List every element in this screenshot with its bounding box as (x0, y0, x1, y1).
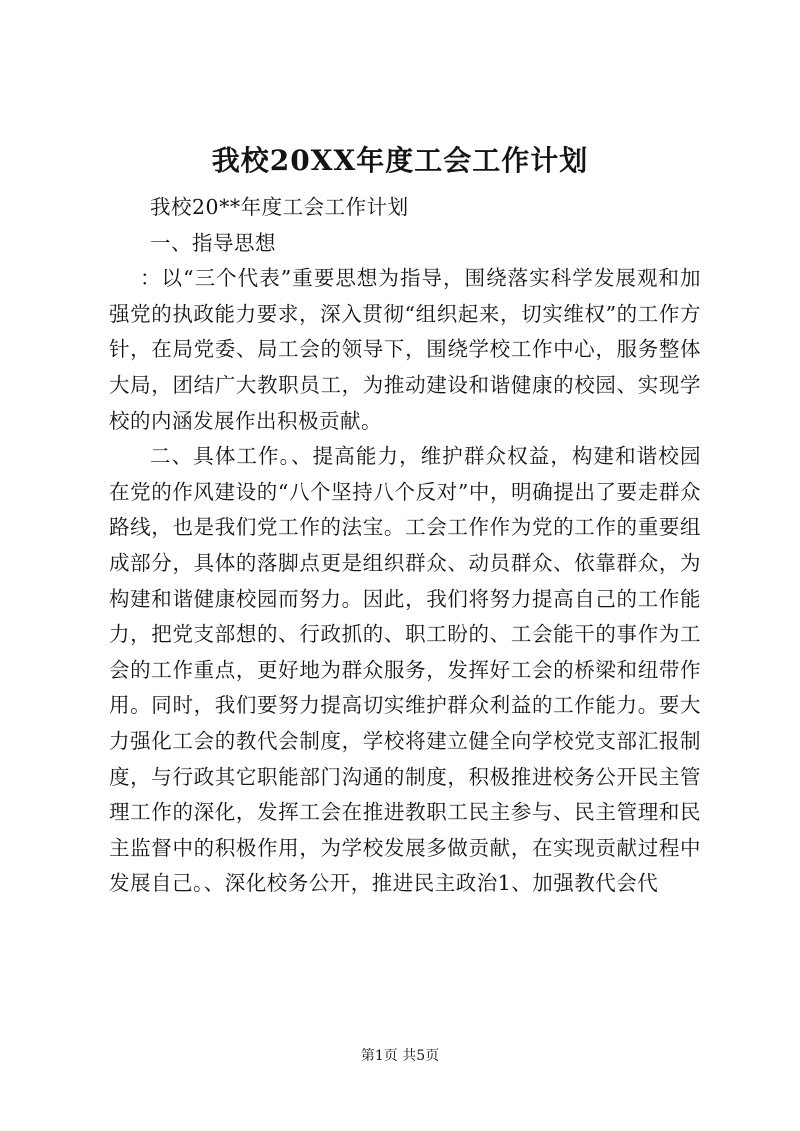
page-number-footer: 第1页 共5页 (360, 1048, 440, 1064)
document-title: 我校20XX年度工会工作计划 (211, 144, 589, 177)
paragraph-subtitle: 我校20**年度工会工作计划 (150, 195, 409, 219)
paragraph-guiding-ideology: ：以“三个代表”重要思想为指导，围绕落实科学发展观和加强党的执政能力要求，深入贯彻“组织起来，切实维权”的工作方针，在局党委、局工会的领导下，围绕学校工作中心，服务整体大局，团结广大教职员工，为推动建设和谐健康的校园、实现学校的内涵发展作出积极贡献。 (109, 266, 701, 433)
document-body (109, 190, 701, 902)
paragraph-specific-work: 二、具体工作。、提高能力，维护群众权益，构建和谐校园在党的作风建设的“八个坚持八个反对”中，明确提出了要走群众路线，也是我们党工作的法宝。工会工作作为党的工作的重要组成部分，具体的落脚点更是组织群众、动员群众、依靠群众，为构建和谐健康校园而努力。因此，我们将努力提高自己的工作能力，把党支部想的、行政抓的、职工盼的、工会能干的事作为工会的工作重点，更好地为群众服务，发挥好工会的桥梁和纽带作用。同时，我们要努力提高切实维护群众利益的工作能力。要大力强化工会的教代会制度，学校将建立健全向学校党支部汇报制度，与行政其它职能部门沟通的制度，积极推进校务公开民主管理工作的深化，发挥工会在推进教职工民主参与、民主管理和民主监督中的积极作用，为学校发展多做贡献，在实现贡献过程中发展自己。、深化校务公开，推进民主政治1、加强教代会代 (109, 444, 701, 896)
paragraph-section-heading-1: 一、指导思想 (150, 230, 276, 255)
